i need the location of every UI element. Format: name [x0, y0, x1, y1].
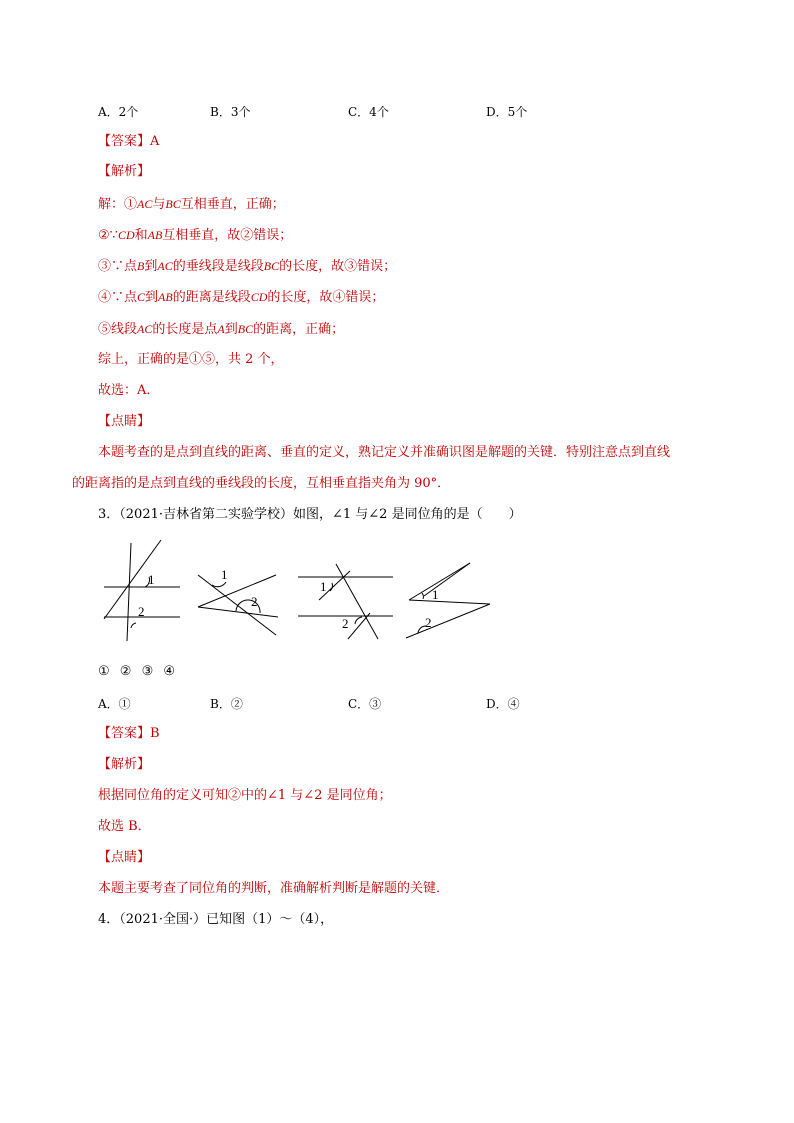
- q2-comment-label: 【点睛】: [98, 414, 151, 429]
- q3-stem: 3．（2021·吉林省第二实验学校）如图，∠1 与∠2 是同位角的是（ ）: [98, 507, 522, 522]
- q2-comment-line-1: 本题考查的是点到直线的距离、垂直的定义，熟记定义并准确识图是解题的关键．特别注意点到直线: [98, 445, 671, 460]
- q2-solution-line-1: 解：①AC与BC互相垂直，正确；: [98, 197, 285, 212]
- q3-analysis-text: 根据同位角的定义可知②中的∠1 与∠2 是同位角；: [98, 788, 392, 803]
- q2-answer-line: [98, 133, 159, 151]
- figure-2: [198, 567, 278, 635]
- q2-comment-line-2: 的距离指的是点到直线的垂线段的长度，互相垂直指夹角为 90°．: [72, 476, 451, 491]
- figure-3: [298, 564, 393, 639]
- q2-solution-line-6: 综上，正确的是①⑤，共 2 个，: [98, 352, 284, 367]
- q3-analysis-label: 【解析】: [98, 757, 151, 772]
- figure-4: [406, 563, 490, 638]
- figure-4-label-2: 2: [425, 615, 432, 630]
- q3-option-b: B．②: [210, 697, 243, 711]
- q3-choose: 故选 B．: [98, 819, 151, 834]
- q3-option-d: D．④: [486, 697, 520, 711]
- figure-2-label-2: 2: [251, 594, 258, 609]
- figure-3-label-1: 1: [320, 579, 327, 594]
- q3-option-a: A．①: [98, 697, 131, 711]
- q3-figures: [0, 535, 794, 655]
- q2-option-b: B．3个: [210, 105, 251, 119]
- q3-comment-label: 【点睛】: [98, 850, 151, 865]
- q2-solution-line-2: ②∵CD和AB互相垂直，故②错误；: [98, 228, 293, 243]
- figure-4-label-1: 1: [432, 587, 439, 602]
- q2-analysis-label: 【解析】: [98, 164, 151, 179]
- q2-solution-line-3: ③∵点B到AC的垂线段是线段BC的长度，故③错误；: [98, 259, 397, 274]
- q2-solution-line-4: ④∵点C到AB的距离是线段CD的长度，故④错误；: [98, 290, 385, 305]
- figure-3-label-2: 2: [342, 616, 349, 631]
- answer-label: 【答案】: [98, 726, 151, 741]
- answer-value: B: [150, 726, 160, 741]
- q2-option-c: C．4个: [348, 105, 389, 119]
- q2-solution-line-5: ⑤线段AC的长度是点A到BC的距离，正确；: [98, 322, 345, 337]
- figure-1-label-1: 1: [148, 572, 155, 587]
- figure-1-label-2: 2: [138, 604, 145, 619]
- q3-answer-line: [98, 725, 160, 743]
- q3-comment-text: 本题主要考查了同位角的判断，准确解析判断是解题的关键．: [98, 881, 450, 896]
- figure-1: [104, 540, 180, 641]
- q4-stem: 4．（2021·全国·）已知图（1）～（4），: [98, 912, 334, 927]
- q3-figure-captions: ① ② ③ ④: [98, 664, 179, 679]
- q2-option-a: A．2个: [98, 105, 139, 119]
- figure-2-label-1: 1: [221, 567, 228, 582]
- q2-option-d: D．5个: [486, 105, 528, 119]
- answer-label: 【答案】: [98, 134, 151, 149]
- q3-option-c: C．③: [348, 697, 382, 711]
- answer-value: A: [150, 134, 160, 149]
- q2-solution-line-7: 故选：A．: [98, 383, 160, 398]
